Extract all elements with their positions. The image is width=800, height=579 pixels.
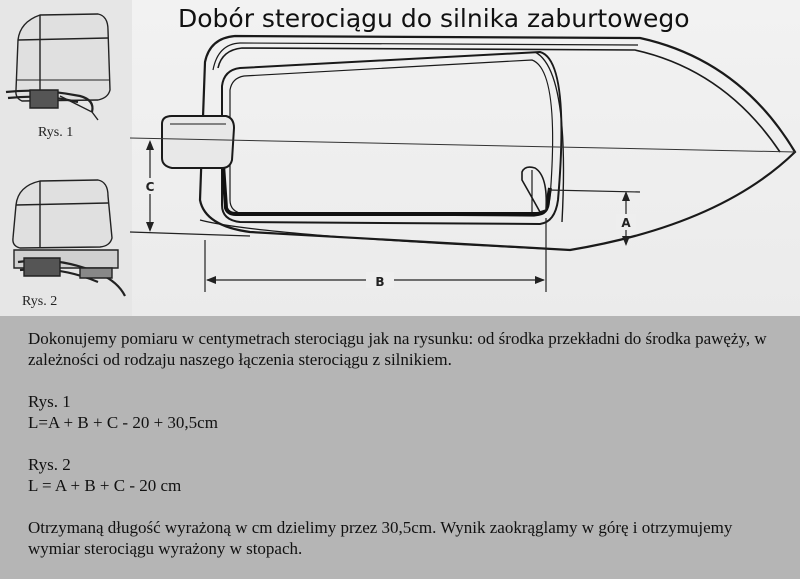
description-text (28, 328, 788, 559)
rys2-formula: L = A + B + C - 20 cm (28, 476, 182, 495)
rys1-formula: L=A + B + C - 20 + 30,5cm (28, 413, 218, 432)
boat-hull (200, 36, 795, 250)
outboard-engine-rys1 (6, 14, 110, 120)
rys1-heading: Rys. 1 (28, 392, 71, 411)
rys1-caption: Rys. 1 (38, 125, 74, 140)
rys2-caption: Rys. 2 (22, 294, 58, 309)
label-c: C (145, 180, 155, 194)
rys2-heading: Rys. 2 (28, 455, 71, 474)
outboard-engine-rys2 (13, 180, 125, 296)
page-title: Dobór sterociągu do silnika zaburtowego (178, 4, 690, 33)
label-a: A (621, 216, 631, 230)
intro-paragraph: Dokonujemy pomiaru w centymetrach sterociągu jak na rysunku: od środka przekładni do środka pawęży, w zależności od rodzaju naszego łączenia sterociągu z silnikiem. (28, 329, 767, 369)
engine-mount-block (162, 116, 234, 168)
conclusion-paragraph: Otrzymaną długość wyrażoną w cm dzielimy przez 30,5cm. Wynik zaokrąglamy w górę i otrzymujemy wymiar sterociągu wyrażony w stopach. (28, 518, 733, 558)
label-b: B (375, 275, 385, 289)
